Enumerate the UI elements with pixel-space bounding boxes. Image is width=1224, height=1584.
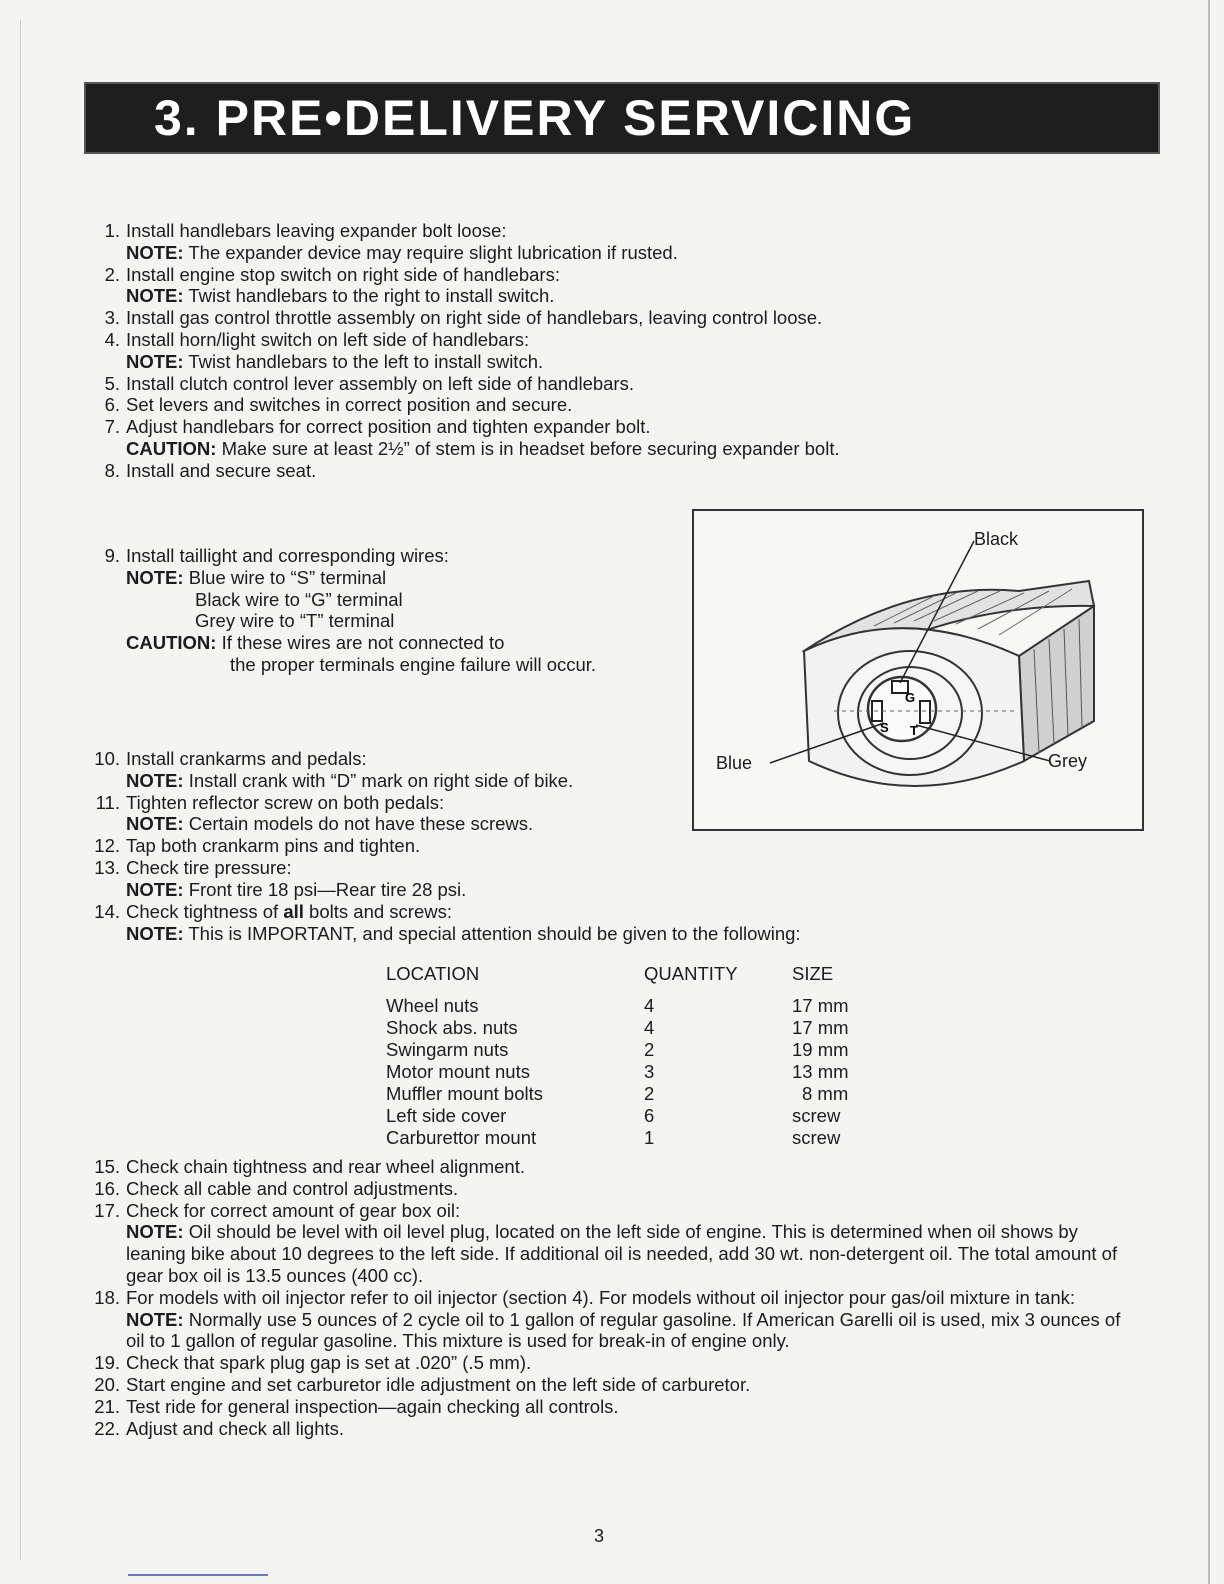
step-number: 16. [94,1177,120,1199]
quantity-cell: 3 [644,1061,655,1082]
page-right-edge [1208,0,1210,1584]
location-cell: Wheel nuts [386,995,479,1016]
note-text: Make sure at least 2½” of stem is in headset before securing expander bolt. [216,437,840,459]
location-cell: Carburettor mount [386,1127,537,1148]
step-number [80,351,126,373]
size-cell: 19 mm [792,1039,849,1060]
table-header-row [386,961,922,995]
location-cell: Muffler mount bolts [386,1083,543,1104]
step-number [80,242,126,264]
step-number: 1. [104,220,120,241]
note-text: This is IMPORTANT, and special attention should be given to the following: [183,922,801,944]
step-text: Install gas control throttle assembly on right side of handlebars, leaving control loose. [126,307,823,329]
quantity-cell: 2 [644,1083,655,1104]
step-text: Set levers and switches in correct position and secure. [126,394,573,416]
step-note [80,1309,1140,1353]
step-number [80,438,126,460]
note-label: NOTE: [126,285,184,307]
step-item [80,748,1140,770]
steps-10-13 [80,748,1140,901]
note-text: Twist handlebars to the left to install switch. [183,350,544,372]
location-cell: Swingarm nuts [386,1039,509,1060]
size-cell: screw [792,1105,841,1126]
step-item [80,264,1140,286]
step-item [80,1418,1140,1440]
step-number: 9. [104,545,120,566]
step-text: Install engine stop switch on right side of handlebars: [126,263,560,285]
step-text: Check tire pressure: [126,856,292,878]
note-label: NOTE: [126,878,184,900]
step-text: Check for correct amount of gear box oil: [126,1199,461,1221]
quantity-cell: 6 [644,1105,655,1126]
step-item [80,1156,1140,1178]
step-text: Install crankarms and pedals: [126,748,367,769]
step-number: 17. [94,1199,120,1221]
table-row [386,1083,922,1105]
quantity-cell: 1 [644,1127,655,1148]
step-text: Install and secure seat. [126,459,317,481]
step-number: 2. [104,263,120,285]
header-bar [84,82,1160,154]
step-number: 6. [104,394,120,416]
column-header: LOCATION [386,963,480,984]
step-note [80,1221,1140,1286]
step-text-emphasis: all [283,901,304,922]
step-number: 20. [94,1373,120,1395]
size-cell: 17 mm [792,1017,849,1038]
step-note [80,242,1140,264]
step-item [80,1178,1140,1200]
table-row [386,995,922,1017]
step-number: 13. [94,856,120,878]
note-text: Front tire 18 psi—Rear tire 28 psi. [183,878,467,900]
steps-15-22 [80,1156,1140,1439]
step-text: Check all cable and control adjustments. [126,1177,459,1199]
caution-text: If these wires are not connected to [216,632,505,654]
page-edge-line [20,20,21,1560]
step-text: Install clutch control lever assembly on left side of handlebars. [126,372,634,394]
page-title: 3. PRE•DELIVERY SERVICING [154,90,916,146]
step-number: 3. [104,307,120,329]
note-text: The expander device may require slight lubrication if rusted. [183,241,678,263]
caution-label: CAUTION: [126,437,217,459]
note-label: NOTE: [126,769,184,791]
step-number: 18. [94,1286,120,1308]
step-text: Check tightness of [126,901,284,922]
size-cell: screw [792,1127,841,1148]
step-item [80,857,1140,879]
note-label: NOTE: [126,1308,184,1330]
step-item [80,416,1140,438]
size-cell: 8 mm [802,1083,849,1104]
bottom-rule [128,1574,268,1576]
terminal-s-label: S [880,720,889,735]
size-cell: 17 mm [792,995,849,1016]
step-text: Check that spark plug gap is set at .020” (.5 mm). [126,1352,532,1374]
step-number: 21. [94,1395,120,1417]
steps-1-8 [80,220,1140,482]
bolt-torque-table [386,961,922,1149]
step-item [80,329,1140,351]
table-row [386,1105,922,1127]
column-header: QUANTITY [644,963,738,984]
step-number: 15. [94,1156,120,1177]
step-number: 7. [104,416,120,438]
table-row [386,1127,922,1149]
size-cell: 13 mm [792,1061,849,1082]
step-text: bolts and screws: [303,901,452,922]
step-note [80,770,1140,792]
column-header: SIZE [792,963,834,984]
table-row [386,1039,922,1061]
step-text: Install handlebars leaving expander bolt loose: [126,220,507,241]
step-number: 5. [104,372,120,394]
table-row [386,1017,922,1039]
step-number [80,1221,126,1286]
note-label: NOTE: [126,566,184,588]
terminal-g-label: G [905,690,916,705]
note-text: Certain models do not have these screws. [183,813,534,835]
step-note [80,351,1140,373]
step-number [80,285,126,307]
note-label: NOTE: [126,813,184,835]
step-number: 10. [94,748,120,769]
step-item [80,307,1140,329]
grey-wire-label: Grey [1048,751,1088,771]
step-item [80,1374,1140,1396]
quantity-cell: 4 [644,995,655,1016]
step-9 [80,545,680,676]
note-text: Twist handlebars to the right to install switch. [183,285,555,307]
step-text: For models with oil injector refer to oil injector (section 4). For models without oil injector pour gas/oil mixture in tank: [126,1286,1076,1308]
caution-label: CAUTION: [126,632,217,654]
step-item [80,373,1140,395]
terminal-t-label: T [910,723,918,738]
step-number: 14. [94,901,120,922]
note-text: Grey wire to “T” terminal [195,610,395,632]
caution-text: the proper terminals engine failure will occur. [230,653,597,675]
step-item [80,220,1140,242]
step-text: Adjust handlebars for correct position and tighten expander bolt. [126,416,651,438]
note-text: Oil should be level with oil level plug, located on the left side of engine. This is determined when oil shows by leaning bike about 10 degrees to the left side. If additional oil is needed, add 30 wt. non-detergent oil. The total amount of gear box oil is 13.5 ounces (400 cc). [126,1221,1118,1286]
page-number: 3 [594,1526,605,1546]
note-label: NOTE: [126,922,184,944]
note-text: Normally use 5 ounces of 2 cycle oil to 1 gallon of regular gasoline. If American Garelli oil is used, mix 3 ounces of oil to 1 gallon of regular gasoline. This mixture is used for break-in of engine only. [126,1308,1121,1352]
note-label: NOTE: [126,350,184,372]
step-number [80,1309,126,1353]
step-text: Install taillight and corresponding wires: [126,545,449,566]
step-item [80,394,1140,416]
location-cell: Motor mount nuts [386,1061,530,1082]
step-number: 8. [104,459,120,481]
step-text: Start engine and set carburetor idle adjustment on the left side of carburetor. [126,1373,751,1395]
table-row [386,1061,922,1083]
location-cell: Left side cover [386,1105,507,1126]
quantity-cell: 4 [644,1017,655,1038]
step-note [80,813,1140,835]
note-text: Install crank with “D” mark on right side of bike. [183,769,574,791]
note-label: NOTE: [126,1221,184,1243]
step-text: Adjust and check all lights. [126,1417,345,1439]
step-number: 12. [94,835,120,857]
step-14 [80,901,1140,945]
step-text: Check chain tightness and rear wheel alignment. [126,1156,526,1177]
step-item [80,792,1140,814]
step-number: 11. [95,791,120,813]
step-item [80,1396,1140,1418]
step-item [80,1287,1140,1309]
step-item [80,460,1140,482]
note-text: Blue wire to “S” terminal [183,566,387,588]
step-text: Install horn/light switch on left side of handlebars: [126,328,530,350]
blue-wire-label: Blue [716,753,753,773]
black-wire-label: Black [974,529,1019,549]
step-text: Tap both crankarm pins and tighten. [126,835,421,857]
step-number: 4. [104,328,120,350]
step-number [80,813,126,835]
step-number: 19. [94,1352,120,1374]
step-number [80,770,126,792]
note-label: NOTE: [126,241,184,263]
step-number [80,879,126,901]
step-note [80,285,1140,307]
location-cell: Shock abs. nuts [386,1017,518,1038]
step-item [80,1200,1140,1222]
step-item [80,1352,1140,1374]
step-item [80,835,1140,857]
step-text: Test ride for general inspection—again checking all controls. [126,1395,619,1417]
note-text: Black wire to “G” terminal [195,588,403,610]
step-number: 22. [94,1417,120,1439]
step-text: Tighten reflector screw on both pedals: [126,791,445,813]
step-note [80,879,1140,901]
step-note [80,438,1140,460]
quantity-cell: 2 [644,1039,655,1060]
